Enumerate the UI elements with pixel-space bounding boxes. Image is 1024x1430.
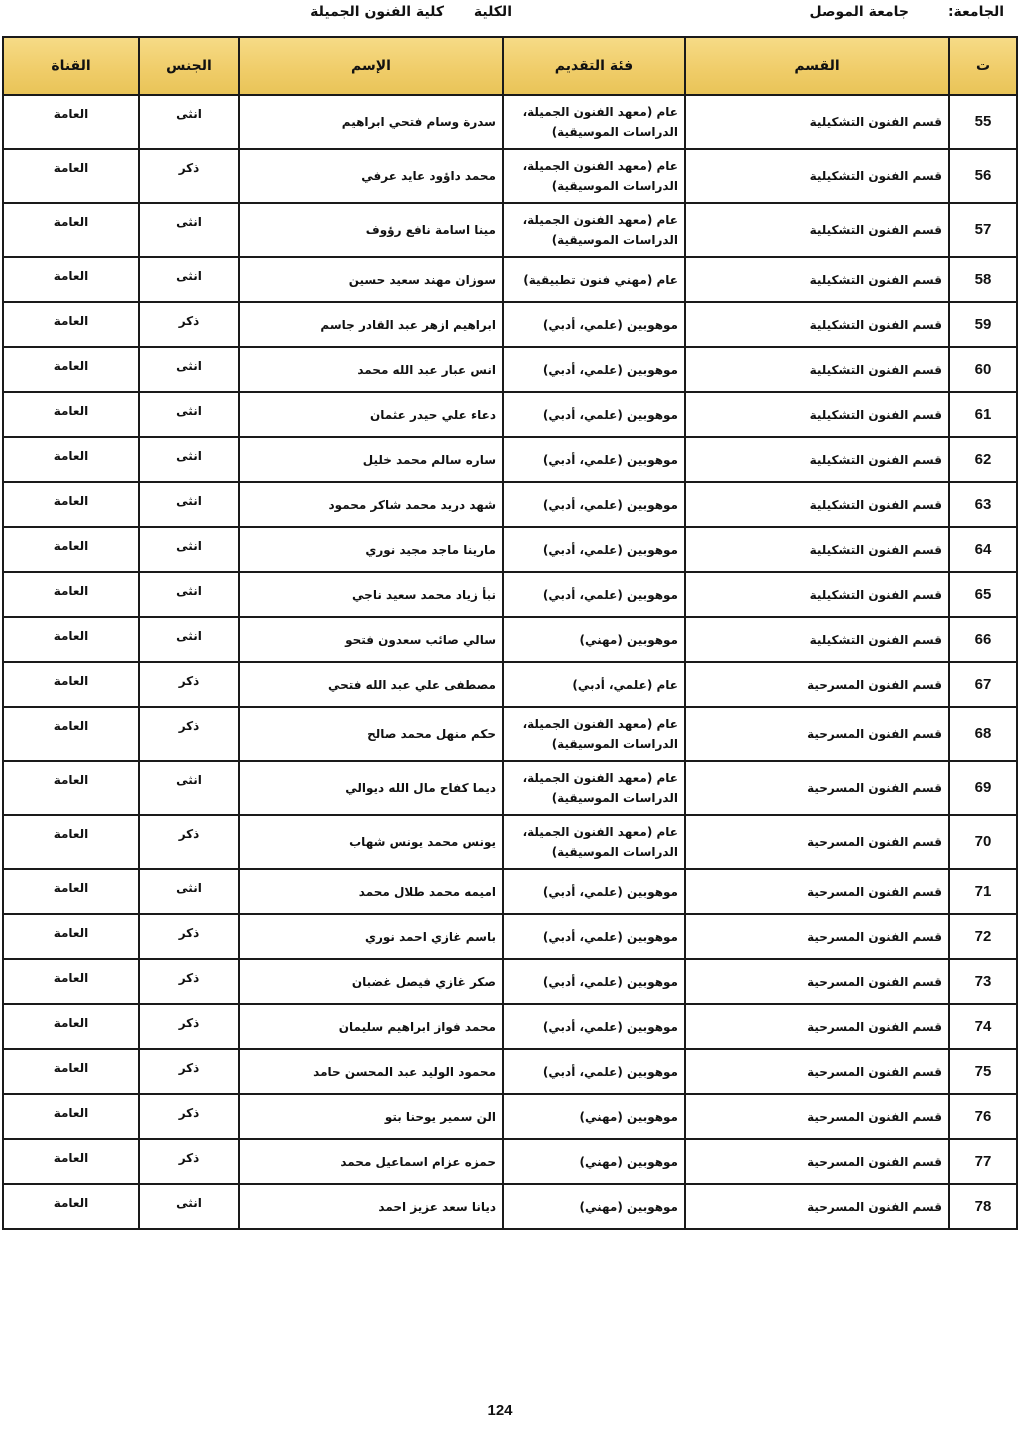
row-category: عام (معهد الفنون الجميلة، الدراسات الموسيقية) [503, 203, 685, 257]
university-name: جامعة الموصل [809, 4, 909, 20]
table-row [3, 1004, 1017, 1049]
header-gender: الجنس [139, 37, 239, 95]
table-row [3, 95, 1017, 149]
row-gender: ذكر [139, 707, 239, 761]
row-student-name: ابراهيم ازهر عبد القادر جاسم [239, 302, 503, 347]
row-student-name: حكم منهل محمد صالح [239, 707, 503, 761]
row-gender: ذكر [139, 1049, 239, 1094]
row-category: عام (معهد الفنون الجميلة، الدراسات الموسيقية) [503, 149, 685, 203]
row-number: 76 [949, 1094, 1017, 1139]
row-gender: ذكر [139, 1094, 239, 1139]
row-department: قسم الفنون التشكيلية [685, 572, 949, 617]
row-channel: العامة [3, 959, 139, 1004]
row-department: قسم الفنون التشكيلية [685, 95, 949, 149]
table-row [3, 815, 1017, 869]
row-category: موهوبين (علمي، أدبي) [503, 869, 685, 914]
header-department: القسم [685, 37, 949, 95]
row-gender: ذكر [139, 815, 239, 869]
row-gender: انثى [139, 761, 239, 815]
row-number: 68 [949, 707, 1017, 761]
row-department: قسم الفنون التشكيلية [685, 149, 949, 203]
row-category: موهوبين (مهني) [503, 1184, 685, 1229]
row-department: قسم الفنون المسرحية [685, 1049, 949, 1094]
row-student-name: اميمه محمد طلال محمد [239, 869, 503, 914]
row-channel: العامة [3, 617, 139, 662]
row-category: موهوبين (علمي، أدبي) [503, 347, 685, 392]
row-gender: ذكر [139, 914, 239, 959]
row-student-name: حمزه عزام اسماعيل محمد [239, 1139, 503, 1184]
row-student-name: سوزان مهند سعيد حسين [239, 257, 503, 302]
row-number: 59 [949, 302, 1017, 347]
row-channel: العامة [3, 761, 139, 815]
university-label: الجامعة: [947, 4, 1004, 20]
row-student-name: محمد داؤود عايد عرفي [239, 149, 503, 203]
row-department: قسم الفنون التشكيلية [685, 437, 949, 482]
row-channel: العامة [3, 437, 139, 482]
row-department: قسم الفنون التشكيلية [685, 302, 949, 347]
table-row [3, 869, 1017, 914]
row-department: قسم الفنون المسرحية [685, 914, 949, 959]
row-number: 61 [949, 392, 1017, 437]
row-student-name: محمود الوليد عبد المحسن حامد [239, 1049, 503, 1094]
table-row [3, 617, 1017, 662]
table-row [3, 1094, 1017, 1139]
row-department: قسم الفنون التشكيلية [685, 203, 949, 257]
row-number: 64 [949, 527, 1017, 572]
table-row [3, 527, 1017, 572]
row-student-name: صكر غازي فيصل غضبان [239, 959, 503, 1004]
row-channel: العامة [3, 347, 139, 392]
row-channel: العامة [3, 482, 139, 527]
row-category: عام (معهد الفنون الجميلة، الدراسات الموسيقية) [503, 761, 685, 815]
row-gender: انثى [139, 617, 239, 662]
row-category: موهوبين (علمي، أدبي) [503, 437, 685, 482]
row-gender: ذكر [139, 1004, 239, 1049]
row-category: موهوبين (علمي، أدبي) [503, 914, 685, 959]
row-category: عام (معهد الفنون الجميلة، الدراسات الموسيقية) [503, 95, 685, 149]
table-row [3, 959, 1017, 1004]
row-student-name: باسم غازي احمد نوري [239, 914, 503, 959]
row-department: قسم الفنون المسرحية [685, 959, 949, 1004]
row-department: قسم الفنون التشكيلية [685, 527, 949, 572]
table-body [3, 95, 1017, 1229]
row-gender: انثى [139, 437, 239, 482]
row-student-name: نبأ زياد محمد سعيد ناجي [239, 572, 503, 617]
row-department: قسم الفنون المسرحية [685, 662, 949, 707]
college-name: كلية الفنون الجميلة [310, 4, 444, 20]
row-channel: العامة [3, 815, 139, 869]
row-gender: ذكر [139, 959, 239, 1004]
row-number: 73 [949, 959, 1017, 1004]
row-gender: انثى [139, 347, 239, 392]
row-gender: ذكر [139, 1139, 239, 1184]
row-category: عام (معهد الفنون الجميلة، الدراسات الموسيقية) [503, 815, 685, 869]
row-channel: العامة [3, 869, 139, 914]
row-gender: ذكر [139, 662, 239, 707]
row-number: 66 [949, 617, 1017, 662]
row-channel: العامة [3, 392, 139, 437]
row-channel: العامة [3, 914, 139, 959]
table-row [3, 1139, 1017, 1184]
row-channel: العامة [3, 1049, 139, 1094]
row-student-name: ساره سالم محمد خليل [239, 437, 503, 482]
table-row [3, 572, 1017, 617]
table-row [3, 662, 1017, 707]
row-number: 57 [949, 203, 1017, 257]
row-department: قسم الفنون التشكيلية [685, 617, 949, 662]
row-number: 78 [949, 1184, 1017, 1229]
row-category: موهوبين (مهني) [503, 1139, 685, 1184]
row-number: 58 [949, 257, 1017, 302]
row-category: عام (مهني فنون تطبيقية) [503, 257, 685, 302]
row-gender: انثى [139, 203, 239, 257]
row-category: موهوبين (مهني) [503, 617, 685, 662]
row-channel: العامة [3, 707, 139, 761]
row-number: 74 [949, 1004, 1017, 1049]
row-student-name: مصطفى علي عبد الله فتحي [239, 662, 503, 707]
table-row [3, 257, 1017, 302]
row-student-name: انس عبار عبد الله محمد [239, 347, 503, 392]
row-gender: انثى [139, 1184, 239, 1229]
row-gender: انثى [139, 572, 239, 617]
table-row [3, 347, 1017, 392]
row-channel: العامة [3, 662, 139, 707]
row-channel: العامة [3, 149, 139, 203]
row-number: 72 [949, 914, 1017, 959]
row-category: موهوبين (علمي، أدبي) [503, 959, 685, 1004]
row-student-name: مارينا ماجد مجيد نوري [239, 527, 503, 572]
row-student-name: شهد دريد محمد شاكر محمود [239, 482, 503, 527]
row-category: موهوبين (علمي، أدبي) [503, 482, 685, 527]
table-row [3, 761, 1017, 815]
row-gender: انثى [139, 869, 239, 914]
table-row [3, 482, 1017, 527]
row-gender: انثى [139, 95, 239, 149]
row-channel: العامة [3, 203, 139, 257]
row-student-name: سدرة وسام فتحي ابراهيم [239, 95, 503, 149]
row-number: 56 [949, 149, 1017, 203]
row-channel: العامة [3, 95, 139, 149]
row-student-name: محمد فواز ابراهيم سليمان [239, 1004, 503, 1049]
table-row [3, 302, 1017, 347]
row-gender: ذكر [139, 302, 239, 347]
row-category: موهوبين (علمي، أدبي) [503, 527, 685, 572]
table-row [3, 392, 1017, 437]
row-category: موهوبين (علمي، أدبي) [503, 572, 685, 617]
row-channel: العامة [3, 1094, 139, 1139]
row-number: 77 [949, 1139, 1017, 1184]
row-student-name: سالي صائب سعدون فتحو [239, 617, 503, 662]
row-student-name: مينا اسامة نافع رؤوف [239, 203, 503, 257]
row-category: موهوبين (مهني) [503, 1094, 685, 1139]
row-department: قسم الفنون التشكيلية [685, 257, 949, 302]
row-department: قسم الفنون المسرحية [685, 761, 949, 815]
table-row [3, 707, 1017, 761]
row-department: قسم الفنون المسرحية [685, 1184, 949, 1229]
header-category: فئة التقديم [503, 37, 685, 95]
row-department: قسم الفنون المسرحية [685, 1139, 949, 1184]
row-department: قسم الفنون التشكيلية [685, 482, 949, 527]
row-number: 69 [949, 761, 1017, 815]
row-channel: العامة [3, 257, 139, 302]
row-department: قسم الفنون التشكيلية [685, 392, 949, 437]
row-number: 63 [949, 482, 1017, 527]
row-channel: العامة [3, 1184, 139, 1229]
page-number: 124 [487, 1402, 513, 1419]
row-channel: العامة [3, 1004, 139, 1049]
row-channel: العامة [3, 302, 139, 347]
row-channel: العامة [3, 1139, 139, 1184]
header-num: ت [949, 37, 1017, 95]
table-row [3, 1184, 1017, 1229]
row-number: 70 [949, 815, 1017, 869]
row-department: قسم الفنون المسرحية [685, 1004, 949, 1049]
row-category: موهوبين (علمي، أدبي) [503, 1049, 685, 1094]
row-gender: انثى [139, 257, 239, 302]
row-student-name: الن سمير يوحنا بتو [239, 1094, 503, 1139]
row-channel: العامة [3, 572, 139, 617]
row-number: 75 [949, 1049, 1017, 1094]
row-number: 60 [949, 347, 1017, 392]
row-number: 62 [949, 437, 1017, 482]
row-number: 55 [949, 95, 1017, 149]
college-label: الكلية [473, 4, 512, 20]
row-department: قسم الفنون التشكيلية [685, 347, 949, 392]
header-channel: القناة [3, 37, 139, 95]
table-row [3, 149, 1017, 203]
row-department: قسم الفنون المسرحية [685, 1094, 949, 1139]
row-channel: العامة [3, 527, 139, 572]
table-row [3, 914, 1017, 959]
row-department: قسم الفنون المسرحية [685, 707, 949, 761]
row-number: 65 [949, 572, 1017, 617]
row-gender: انثى [139, 392, 239, 437]
row-department: قسم الفنون المسرحية [685, 815, 949, 869]
students-table-wrapper [2, 36, 1016, 1230]
table-row [3, 1049, 1017, 1094]
row-number: 67 [949, 662, 1017, 707]
row-category: موهوبين (علمي، أدبي) [503, 302, 685, 347]
table-header-row [3, 37, 1017, 95]
row-category: عام (علمي، أدبي) [503, 662, 685, 707]
row-department: قسم الفنون المسرحية [685, 869, 949, 914]
table-row [3, 203, 1017, 257]
row-student-name: ديانا سعد عزيز احمد [239, 1184, 503, 1229]
row-number: 71 [949, 869, 1017, 914]
row-gender: ذكر [139, 149, 239, 203]
row-student-name: يونس محمد يونس شهاب [239, 815, 503, 869]
row-category: موهوبين (علمي، أدبي) [503, 392, 685, 437]
row-gender: انثى [139, 527, 239, 572]
row-category: عام (معهد الفنون الجميلة، الدراسات الموسيقية) [503, 707, 685, 761]
header-name: الإسم [239, 37, 503, 95]
table-row [3, 437, 1017, 482]
students-table [2, 36, 1018, 1230]
row-category: موهوبين (علمي، أدبي) [503, 1004, 685, 1049]
row-gender: انثى [139, 482, 239, 527]
row-student-name: دعاء علي حيدر عثمان [239, 392, 503, 437]
page-header [0, 0, 1024, 34]
row-student-name: ديما كفاح مال الله ديوالي [239, 761, 503, 815]
